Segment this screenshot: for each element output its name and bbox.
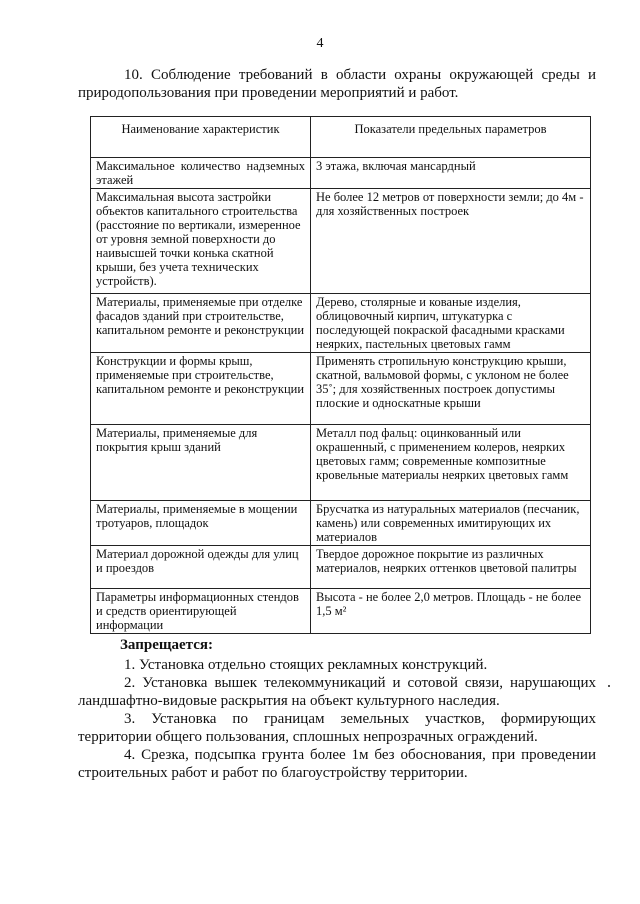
row-value: Твердое дорожное покрытие из различных материалов, неярких оттенков цветовой палитры (311, 546, 591, 589)
row-name: Материалы, применяемые при отделке фасадов зданий при строительстве, капитальном ремонте и реконструкции (91, 294, 311, 353)
row-name: Материалы, применяемые для покрытия крыш зданий (91, 425, 311, 501)
row-name: Максимальная высота застройки объектов капитального строительства (расстояние по вертикали, измеренное от уровня земной поверхности до наивысшей точки конька скатной крыши, без учета технических устройств). (91, 189, 311, 294)
row-name: Максимальное количество надземных этажей (91, 158, 311, 189)
table-header-row (91, 117, 591, 158)
prohibitions-list (78, 656, 596, 782)
row-value: Не более 12 метров от поверхности земли; до 4м - для хозяйственных построек (311, 189, 591, 294)
page-number: 4 (316, 36, 324, 51)
table-row (91, 425, 591, 501)
column-header-parameters: Показатели предельных параметров (311, 117, 591, 158)
prohibition-item: 4. Срезка, подсыпка грунта более 1м без обоснования, при проведении строительных работ и работ по благоустройству территории. (78, 747, 596, 781)
table-row (91, 189, 591, 294)
row-value: Дерево, столярные и кованые изделия, облицовочный кирпич, штукатурка с последующей покраской фасадными красками неярких, пастельных цветовых гамм (311, 294, 591, 353)
table-row (91, 353, 591, 425)
row-value: Применять стропильную конструкцию крыши, скатной, вальмовой формы, с уклоном не более 35˚; для хозяйственных построек допустимы плоские и односкатные крыши (311, 353, 591, 425)
prohibited-title: Запрещается: (120, 637, 214, 653)
table-row (91, 501, 591, 546)
table-row (91, 589, 591, 634)
table-row (91, 546, 591, 589)
row-value: Металл под фальц: оцинкованный или окрашенный, с применением колеров, неярких цветовых гамм; современные композитные кровельные материалы неярких цветовых гамм (311, 425, 591, 501)
column-header-characteristics: Наименование характеристик (91, 117, 311, 158)
prohibition-item: 3. Установка по границам земельных участков, формирующих территории общего пользования, сплошных непрозрачных ограждений. (78, 711, 596, 745)
parameters-table (90, 116, 591, 634)
row-name: Параметры информационных стендов и средств ориентирующей информации (91, 589, 311, 634)
table-row (91, 158, 591, 189)
table-row (91, 294, 591, 353)
prohibition-item: 1. Установка отдельно стоящих рекламных конструкций. (124, 657, 488, 673)
row-name: Материал дорожной одежды для улиц и проездов (91, 546, 311, 589)
row-value: Брусчатка из натуральных материалов (песчаник, камень) или современных имитирующих их материалов (311, 501, 591, 546)
row-name: Конструкции и формы крыш, применяемые при строительстве, капитальном ремонте и реконструкции (91, 353, 311, 425)
section-heading: 10. Соблюдение требований в области охраны окружающей среды и природопользования при проведении мероприятий и работ. (78, 67, 596, 101)
row-name: Материалы, применяемые в мощении тротуаров, площадок (91, 501, 311, 546)
row-value: 3 этажа, включая мансардный (311, 158, 591, 189)
scan-speck (608, 685, 610, 687)
prohibition-item: 2. Установка вышек телекоммуникаций и сотовой связи, нарушающих ландшафтно-видовые раскрытия на объект культурного наследия. (78, 675, 596, 709)
row-value: Высота - не более 2,0 метров. Площадь - не более 1,5 м² (311, 589, 591, 634)
